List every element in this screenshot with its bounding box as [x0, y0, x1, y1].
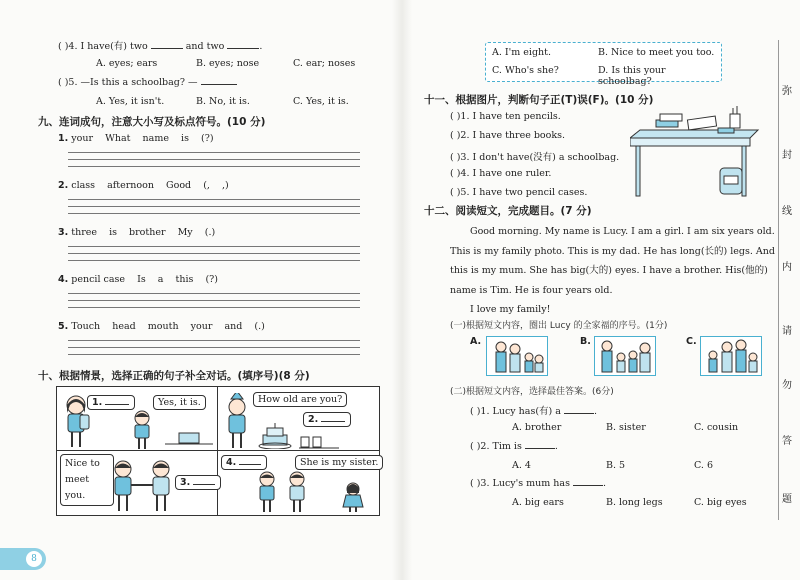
option: C. cousin — [694, 422, 739, 433]
three-children — [253, 471, 371, 513]
question-text: Tim is — [492, 441, 522, 452]
family-photo-a[interactable] — [486, 336, 548, 376]
statement: I have two pencil cases. — [472, 187, 588, 198]
question-4 — [58, 38, 262, 52]
blank-number: 1. — [92, 397, 103, 408]
item-number: 1. — [58, 133, 69, 144]
answer-paren[interactable]: ( )1. — [470, 406, 490, 417]
family-photo-b[interactable] — [594, 336, 656, 376]
statement: I don't have(没有) a schoolbag. — [472, 152, 620, 163]
part-1-instruction: (一)根据短文内容，圈出 Lucy 的全家福的序号。(1分) — [450, 321, 668, 331]
answer-paren[interactable]: ( )2. — [450, 130, 470, 141]
blank-number: 2. — [308, 414, 319, 425]
scrambled-words: pencil case Is a this (?) — [71, 274, 218, 285]
desk-illustration — [630, 106, 760, 198]
answer-paren[interactable]: ( )1. — [450, 111, 470, 122]
answer-paren[interactable]: ( )3. — [470, 478, 490, 489]
answer-blank[interactable] — [201, 84, 237, 85]
family-photo-c[interactable] — [700, 336, 762, 376]
speech-bubble-1[interactable] — [87, 395, 135, 410]
sentence-item — [58, 321, 265, 332]
gift-cups — [299, 433, 339, 449]
answer-options-box — [485, 42, 722, 87]
option: B. No, it is. — [196, 96, 250, 107]
answer-blank[interactable] — [321, 421, 345, 422]
answer-paren[interactable]: ( )4. — [58, 41, 78, 52]
tf-item — [450, 111, 561, 122]
answer-blank[interactable] — [227, 48, 259, 49]
option: C. Yes, it is. — [293, 96, 349, 107]
scrambled-words: Touch head mouth your and (.) — [71, 321, 265, 332]
option: C. 6 — [694, 460, 714, 471]
tf-item — [450, 149, 619, 163]
seal-char: 答 — [782, 436, 792, 447]
speech-bubble-nice: Nice to meet you. — [60, 454, 114, 506]
option: B. eyes; nose — [196, 58, 260, 69]
option: C. big eyes — [694, 497, 747, 508]
passage-line: name is Tim. He is four years old. — [450, 284, 613, 296]
seal-char: 内 — [782, 262, 792, 273]
family-photo-label-a[interactable]: A. — [470, 336, 482, 347]
tf-item — [450, 187, 587, 198]
section-9-title: 九、连词成句，注意大小写及标点符号。(10 分) — [38, 116, 266, 128]
question-text: —Is this a schoolbag? — — [80, 77, 198, 88]
mc-question-3: ( )3. Lucy's mum has . — [470, 478, 607, 489]
answer-blank[interactable] — [105, 404, 129, 405]
answer-paren[interactable]: ( )2. — [470, 441, 490, 452]
page-number: 8 — [26, 551, 42, 567]
speech-bubble-2[interactable] — [303, 412, 351, 427]
option: A. eyes; ears — [96, 58, 158, 69]
passage-line: I love my family! — [470, 304, 551, 315]
speech-bubble-4[interactable] — [221, 455, 267, 470]
option: B. sister — [606, 422, 646, 433]
answer-paren[interactable]: ( )5. — [450, 187, 470, 198]
scrambled-words: class afternoon Good (, ,) — [71, 180, 229, 191]
section-12-title: 十二、阅读短文，完成题目。(7 分) — [424, 205, 592, 217]
seal-char: 题 — [782, 494, 792, 505]
blank-number: 4. — [226, 457, 237, 468]
statement: I have three books. — [472, 130, 566, 141]
seal-char: 封 — [782, 150, 792, 161]
option: A. Yes, it isn't. — [96, 96, 165, 107]
option: A. brother — [512, 422, 562, 433]
reading-passage — [450, 222, 780, 320]
seal-char: 勿 — [782, 380, 792, 391]
answer-blank[interactable] — [525, 448, 555, 449]
period: . — [259, 41, 263, 52]
answer-blank[interactable] — [573, 485, 603, 486]
speech-bubble-yes: Yes, it is. — [153, 395, 206, 410]
scrambled-words: your What name is (?) — [71, 133, 214, 144]
passage-line: This is my family photo. This is my dad. He has long(长的) legs. And — [450, 245, 775, 257]
option: B. 5 — [606, 460, 626, 471]
family-photo-label-c[interactable]: C. — [686, 336, 697, 347]
scrambled-words: three is brother My (.) — [71, 227, 216, 238]
statement: I have ten pencils. — [472, 111, 561, 122]
answer-blank[interactable] — [239, 464, 261, 465]
speech-bubble-how-old: How old are you? — [253, 392, 347, 407]
mc-question-2: ( )2. Tim is . — [470, 441, 558, 452]
dialogue-comic — [56, 386, 380, 516]
option-c: C. Who's she? — [492, 65, 559, 76]
option-b: B. Nice to meet you too. — [598, 47, 715, 58]
section-10-title: 十、根据情景，选择正确的句子补全对话。(填序号)(8 分) — [38, 370, 310, 382]
answer-paren[interactable]: ( )5. — [58, 77, 78, 88]
statement: I have one ruler. — [472, 168, 552, 179]
passage-line: this is my mum. She has big(大的) eyes. I have a brother. His(他的) — [450, 265, 768, 276]
question-text: and two — [185, 41, 225, 52]
passage-line: Good morning. My name is Lucy. I am a girl. I am six years old. — [470, 226, 775, 237]
option: C. ear; noses — [293, 58, 356, 69]
seal-char: 请 — [782, 326, 792, 337]
schoolbag-table — [165, 431, 213, 449]
mc-question-1: ( )1. Lucy has(有) a . — [470, 406, 597, 417]
sentence-item — [58, 227, 215, 238]
item-number: 5. — [58, 321, 69, 332]
answer-blank[interactable] — [193, 484, 215, 485]
question-text: I have(有) two — [80, 41, 148, 52]
seal-line — [778, 40, 779, 520]
boy-figure — [129, 409, 155, 449]
page-fold — [392, 0, 412, 580]
family-photo-label-b[interactable]: B. — [580, 336, 591, 347]
item-number: 4. — [58, 274, 69, 285]
sentence-item — [58, 274, 218, 285]
speech-bubble-sister: She is my sister. — [295, 455, 383, 470]
handshake-boys — [109, 459, 179, 513]
part-2-instruction: (二)根据短文内容，选择最佳答案。(6分) — [450, 387, 614, 397]
item-number: 3. — [58, 227, 69, 238]
sentence-item — [58, 133, 214, 144]
speech-bubble-3[interactable] — [175, 475, 221, 490]
party-boy — [223, 393, 251, 449]
seal-char: 线 — [782, 206, 792, 217]
question-5 — [58, 77, 237, 88]
option: A. big ears — [512, 497, 564, 508]
question-text: Lucy's mum has — [492, 478, 570, 489]
blank-number: 3. — [180, 477, 191, 488]
answer-blank[interactable] — [151, 48, 183, 49]
option-d: D. Is this your schoolbag? — [598, 65, 666, 87]
answer-blank[interactable] — [564, 413, 594, 414]
page-number-tab — [0, 548, 46, 570]
seal-char: 弥 — [782, 86, 792, 97]
section-11-title: 十一、根据图片，判断句子正(T)误(F)。(10 分) — [424, 94, 654, 106]
answer-paren[interactable]: ( )4. — [450, 168, 470, 179]
item-number: 2. — [58, 180, 69, 191]
tf-item — [450, 168, 551, 179]
option: A. 4 — [512, 460, 531, 471]
sentence-item — [58, 180, 229, 191]
birthday-cake — [257, 423, 293, 449]
tf-item — [450, 130, 565, 141]
answer-paren[interactable]: ( )3. — [450, 152, 470, 163]
question-text: Lucy has(有) a — [492, 406, 561, 417]
option-a: A. I'm eight. — [492, 47, 551, 58]
option: B. long legs — [606, 497, 663, 508]
